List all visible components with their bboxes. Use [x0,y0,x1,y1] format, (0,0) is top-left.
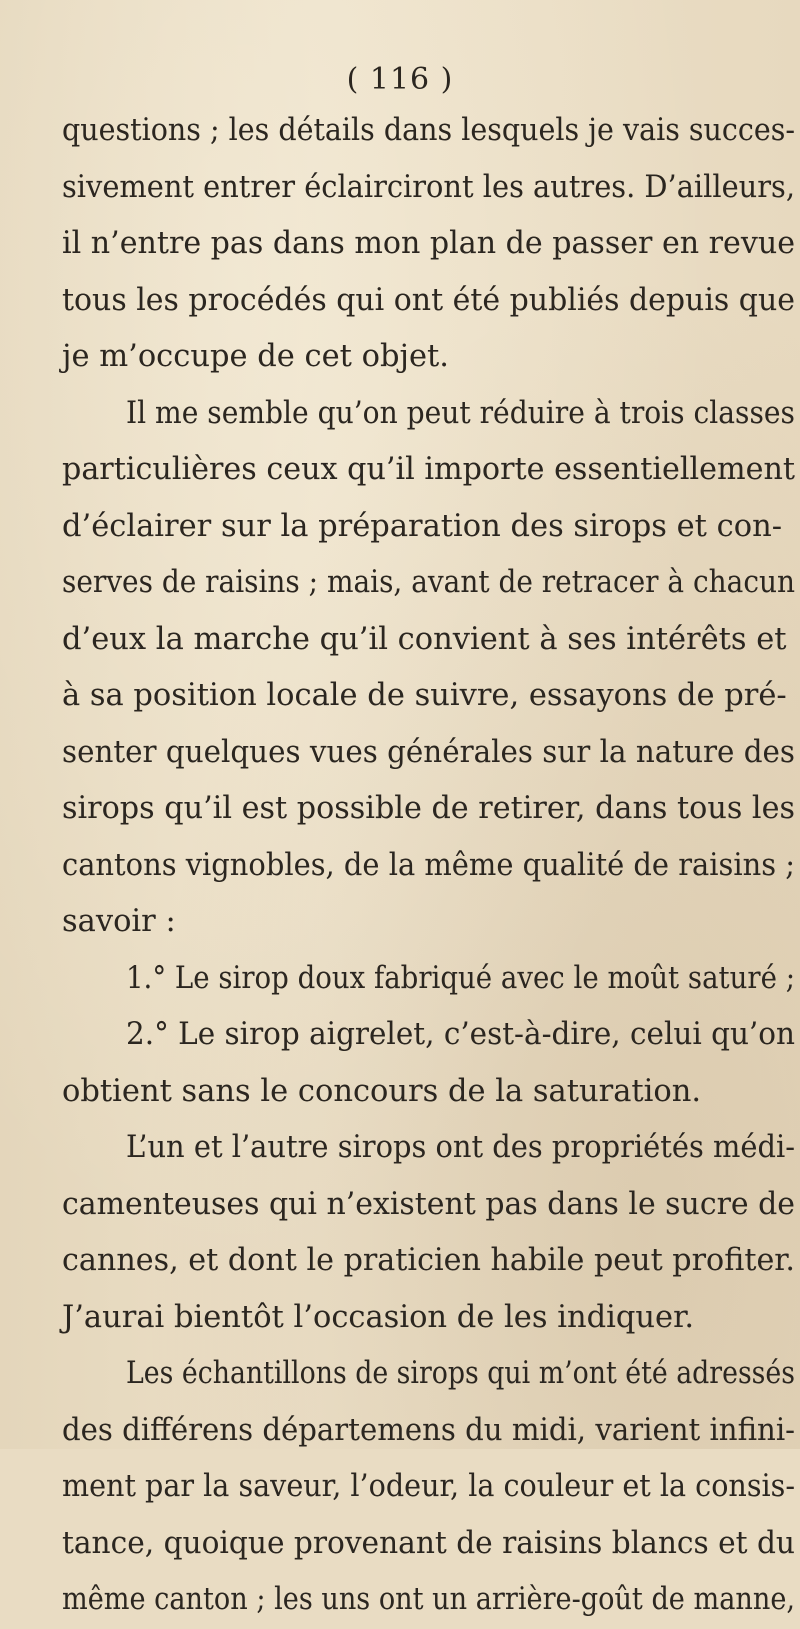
text-line: obtient sans le concours de la saturation. [62,1073,702,1109]
text-line: sivement entrer éclairciront les autres. D’ailleurs, [62,169,795,205]
text-line: tous les procédés qui ont été publiés depuis que [62,282,795,318]
text-line: d’eux la marche qu’il convient à ses intérêts et [62,621,787,657]
text-line: il n’entre pas dans mon plan de passer en revue [62,226,795,261]
text-line: camenteuses qui n’existent pas dans le sucre de [62,1186,795,1222]
text-line: questions ; les détails dans lesquels je vais succes- [62,113,795,148]
paragraph-first-line: Il me semble qu’on peut réduire à trois classes [126,395,795,431]
text-line: serves de raisins ; mais, avant de retracer à chacun [62,565,795,600]
text-line: J’aurai bientôt l’occasion de les indiquer. [62,1299,695,1335]
text-line: cantons vignobles, de la même qualité de raisins ; [62,847,795,883]
paragraph-first-line: Les échantillons de sirops qui m’ont été adressés [126,1356,795,1391]
page-number: ( 116 ) [346,62,454,97]
text-line: même canton ; les uns ont un arrière-goût de manne, [62,1582,795,1617]
text-line: d’éclairer sur la préparation des sirops et con- [62,508,783,544]
text-line: je m’occupe de cet objet. [62,339,449,374]
text-line: des différens départemens du midi, varient infini- [62,1412,795,1448]
text-line: à sa position locale de suivre, essayons de pré- [62,678,787,713]
text-line: tance, quoique provenant de raisins blancs et du [62,1525,795,1561]
text-line: senter quelques vues générales sur la nature des [62,734,795,770]
paragraph-first-line: L’un et l’autre sirops ont des propriétés médi- [126,1130,795,1165]
text-line: ment par la saveur, l’odeur, la couleur et la consis- [62,1469,795,1504]
body-text [62,103,798,1629]
text-line: particulières ceux qu’il importe essentiellement [62,452,795,487]
list-item: 1.° Le sirop doux fabriqué avec le moût saturé ; [126,960,795,996]
text-line: sirops qu’il est possible de retirer, dans tous les [62,791,795,826]
text-line: savoir : [62,904,176,939]
list-item: 2.° Le sirop aigrelet, c’est-à-dire, celui qu’on [126,1017,795,1052]
text-line: cannes, et dont le praticien habile peut profiter. [62,1243,795,1278]
